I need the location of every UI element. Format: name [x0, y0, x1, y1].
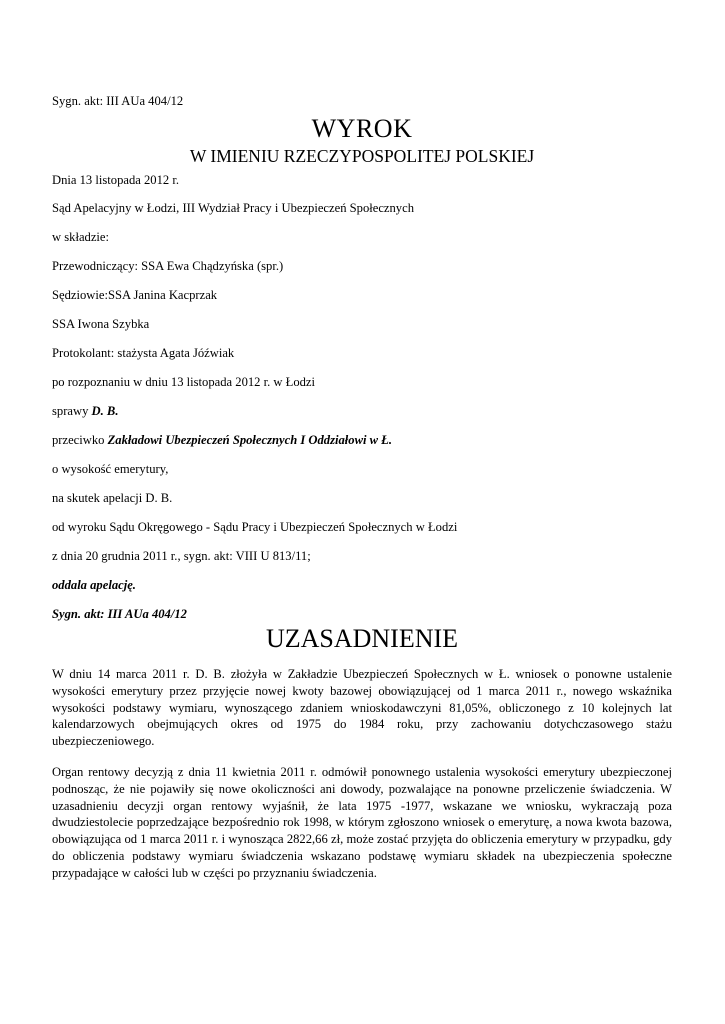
lower-court: od wyroku Sądu Okręgowego - Sądu Pracy i Ubezpieczeń Społecznych w Łodzi [52, 520, 458, 534]
defendant-line [52, 432, 392, 448]
justification-paragraph-2: Organ rentowy decyzją z dnia 11 kwietnia 2011 r. odmówił ponownego ustalenia wysokości emerytury ubezpieczonej podnosząc, że nie pojawiły się nowe okoliczności ani dowody, pozwalające na ponowne przeliczenie świadczenia. W uzasadnieniu decyzji organ rentowy wyjaśnił, że lata 1975 -1977, wskazane we wniosku, wykraczają poza dwudziestolecie poprzedzające bezpośrednio rok 1998, w którym zgłoszono wniosek o emeryturę, a nowa kwota bazowa, obowiązująca od 1 marca 2011 r. i wynosząca 2822,66 zł, może zostać przyjęta do obliczenia emerytury w przypadku, gdy do obliczenia podstawy wymiaru świadczenia wskazano podstawę wymiaru składek na ubezpieczenia społeczne przypadające w całości lub w części po przyznaniu świadczenia. [52, 765, 672, 880]
court-clerk: Protokolant: stażysta Agata Jóźwiak [52, 346, 235, 360]
lower-court-date: z dnia 20 grudnia 2011 r., sygn. akt: VIII U 813/11; [52, 549, 311, 563]
party-name: D. B. [91, 404, 119, 418]
against-prefix: przeciwko [52, 433, 108, 447]
case-prefix: sprawy [52, 404, 92, 418]
case-subject: o wysokość emerytury, [52, 462, 169, 476]
judgment-date: Dnia 13 listopada 2012 r. [52, 173, 179, 187]
ruling: oddala apelację. [52, 578, 136, 592]
presiding-judge: Przewodniczący: SSA Ewa Chądzyńska (spr.) [52, 259, 284, 273]
case-reference: Sygn. akt: III AUa 404/12 [52, 94, 184, 108]
judge-2: SSA Iwona Szybka [52, 317, 150, 331]
case-party-line [52, 403, 118, 419]
justification-paragraph-1: W dniu 14 marca 2011 r. D. B. złożyła w Zakładzie Ubezpieczeń Społecznych w Ł. wniosek o ponowne ustalenie wysokości emerytury przez przyjęcie nowej kwoty bazowej obowiązującej od 1 marca 2011 r., nowego wskaźnika wysokości podstawy wymiaru, wynoszącego zdaniem wnioskodawczyni 81,05%, obliczonego z 10 kolejnych lat kalendarzowych obejmujących okres od 1975 do 1984 roku, przy zachowaniu dotychczasowego stażu ubezpieczeniowego. [52, 667, 672, 749]
judge-1: Sędziowie:SSA Janina Kacprzak [52, 288, 218, 302]
court-name: Sąd Apelacyjny w Łodzi, III Wydział Pracy i Ubezpieczeń Społecznych [52, 201, 414, 215]
judgment-title: WYROK [311, 114, 413, 143]
justification-title: UZASADNIENIE [265, 624, 459, 653]
appeal-info: na skutek apelacji D. B. [52, 491, 173, 505]
hearing-info: po rozpoznaniu w dniu 13 listopada 2012 r. w Łodzi [52, 375, 316, 389]
defendant-name: Zakładowi Ubezpieczeń Społecznych I Oddziałowi w Ł. [107, 433, 393, 447]
case-reference-2: Sygn. akt: III AUa 404/12 [52, 607, 187, 621]
composition-label: w składzie: [52, 230, 110, 244]
judgment-subtitle: W IMIENIU RZECZYPOSPOLITEJ POLSKIEJ [189, 146, 535, 166]
